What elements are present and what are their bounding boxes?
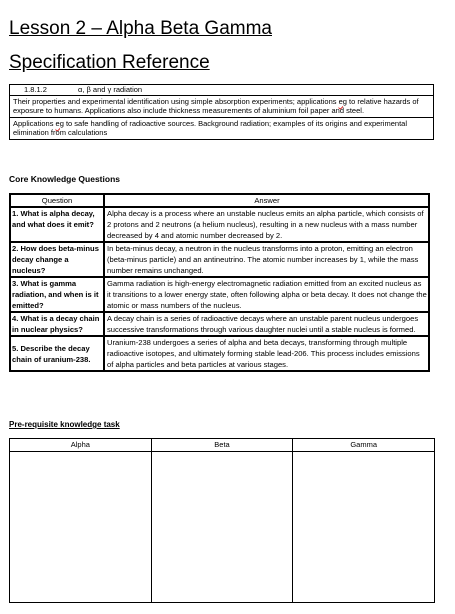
question-cell: 3. What is gamma radiation, and when is it emitted? (11, 278, 105, 311)
prereq-cell-alpha[interactable] (10, 452, 152, 602)
core-knowledge-heading: Core Knowledge Questions (9, 174, 120, 184)
question-cell: 5. Describe the decay chain of uranium-238. (11, 337, 105, 370)
spec-text: to relative hazards of exposure to humans. Applications also include thickness measurements of aluminium foil paper and steel. (13, 97, 419, 115)
prereq-heading: Pre-requisite knowledge task (9, 420, 120, 429)
prereq-cell-gamma[interactable] (293, 452, 434, 602)
qa-header-question: Question (11, 195, 105, 206)
qa-header-row (11, 195, 428, 208)
question-cell: 1. What is alpha decay, and what does it emit? (11, 208, 105, 241)
prereq-header-row (10, 439, 434, 452)
spec-reference-heading: Specification Reference (9, 52, 210, 73)
spec-topic: α, β and γ radiation (78, 85, 143, 94)
answer-cell[interactable]: A decay chain is a series of radioactive decays where an unstable parent nucleus undergoes successive transformations through various daughter nuclei until a stable nucleus is formed. (107, 314, 419, 334)
qa-table (9, 193, 430, 372)
prereq-header-gamma: Gamma (350, 440, 378, 449)
spec-reference-table (9, 84, 434, 140)
answer-cell[interactable]: Gamma radiation is high-energy electromagnetic radiation emitted from an excited nucleus as it transitions to a lower energy state, often following alpha or beta decay. It does not change the atomic or mass numbers of the nucleus. (107, 279, 427, 310)
question-cell: 2. How does beta-minus decay change a nucleus? (11, 243, 105, 276)
spec-text: Applications (13, 119, 56, 128)
spec-row-properties (10, 96, 433, 118)
question-cell: 4. What is a decay chain in nuclear physics? (11, 313, 105, 335)
prereq-table (9, 438, 435, 603)
spec-code: 1.8.1.2 (24, 85, 47, 94)
prereq-cell-beta[interactable] (152, 452, 294, 602)
answer-cell[interactable]: Uranium-238 undergoes a series of alpha and beta decays, transforming through multiple radioactive isotopes, and ultimately forming stable lead-206. This process includes emissions of alpha particles and beta particles at various stages. (107, 338, 420, 369)
qa-header-answer: Answer (254, 196, 280, 205)
spec-row-applications (10, 118, 433, 139)
answer-cell[interactable]: Alpha decay is a process where an unstable nucleus emits an alpha particle, which consists of 2 protons and 2 neutrons (a helium nucleus), resulting in a new nucleus with a mass number decreased by 4 and atomic number decreased by 2. (107, 209, 424, 240)
qa-row (11, 208, 428, 243)
spec-text: to safe handling of radioactive sources. Background radiation; examples of its origins and experimental elimination from calculations (13, 119, 407, 137)
qa-row (11, 313, 428, 337)
page-title: Lesson 2 – Alpha Beta Gamma (9, 18, 272, 39)
qa-row (11, 337, 428, 370)
prereq-body-row (10, 452, 434, 602)
prereq-header-beta: Beta (152, 439, 294, 451)
spec-row-header (10, 85, 433, 96)
spec-text: Their properties and experimental identification using simple absorption experiments; applications (13, 97, 339, 106)
qa-row (11, 243, 428, 278)
qa-row (11, 278, 428, 313)
spelling-flag: eg (55, 119, 64, 128)
spelling-flag: eg (338, 97, 347, 106)
answer-cell[interactable]: In beta-minus decay, a neutron in the nucleus transforms into a proton, emitting an electron (beta-minus particle) and an antineutrino. The atomic number increases by 1, while the mass number remains unchanged. (107, 244, 419, 275)
prereq-header-alpha: Alpha (10, 439, 152, 451)
